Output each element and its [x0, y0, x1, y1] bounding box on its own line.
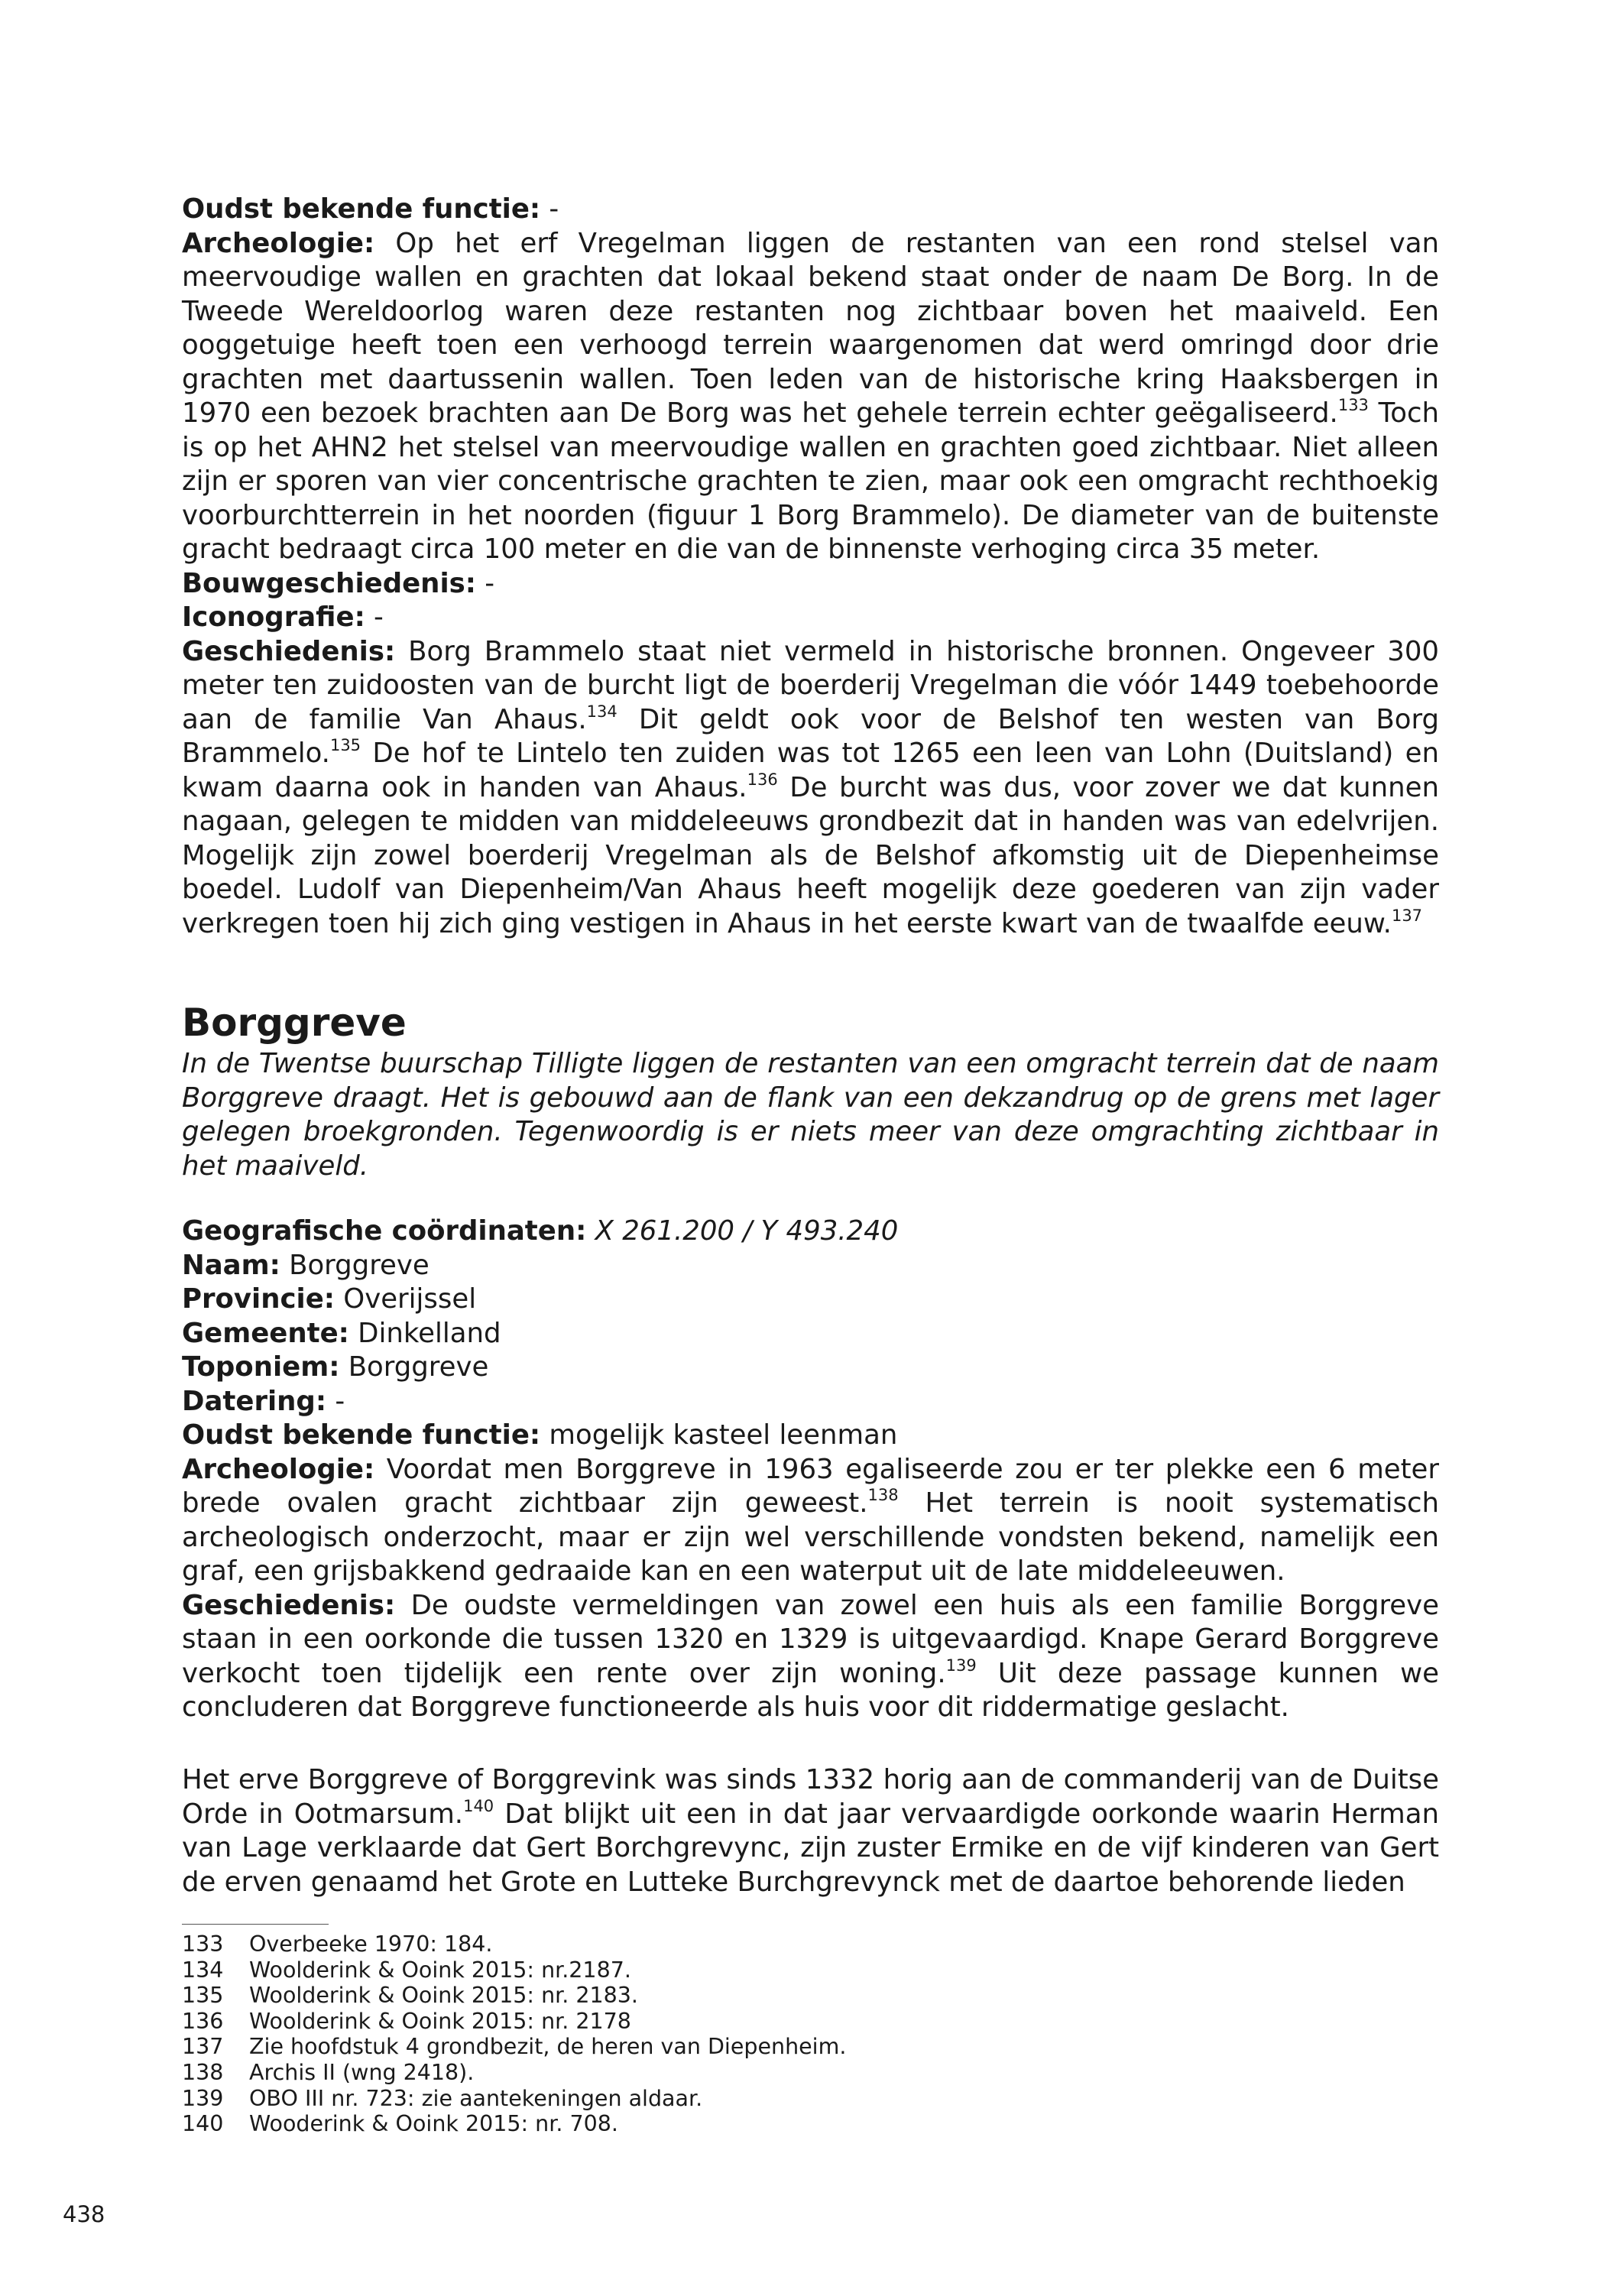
footnote-item: [182, 2009, 846, 2035]
footnote-divider: [182, 1924, 329, 1925]
section-title: Borggreve: [182, 1001, 407, 1045]
geschiedenis-paragraph: [182, 635, 1439, 942]
section-intro: In de Twentse buurschap Tilligte liggen de restanten van een omgracht terrein dat de naam Borggreve draagt. Het is gebouwd aan de flank van een dekzandrug op de grens met lager gelegen broekgronden. Tegenwoordig is er niets meer van deze omgrachting zichtbaar in het maaiveld.: [182, 1048, 1439, 1182]
archeologie-text-2a: Voordat men Borggreve in 1963 egaliseerde zou er ter plekke een 6 meter brede ovalen gracht zichtbaar zijn geweest.: [182, 1453, 1439, 1519]
archeologie-label: Archeologie:: [182, 227, 375, 259]
archeologie-paragraph-2: [182, 1453, 1439, 1589]
footnote-number: 136: [182, 2008, 224, 2034]
geo-value: X 261.200 / Y 493.240: [586, 1215, 899, 1247]
footnote-item: [182, 2111, 846, 2137]
footnote-ref[interactable]: 134: [586, 702, 618, 721]
toponiem-line: [182, 1351, 1439, 1385]
geo-label: Geografische coördinaten:: [182, 1215, 587, 1247]
oudst-label: Oudst bekende functie:: [182, 193, 541, 225]
footnote-ref[interactable]: 135: [329, 736, 361, 755]
geo-line: [182, 1215, 1439, 1249]
archeologie-label-2: Archeologie:: [182, 1453, 375, 1485]
iconografie-label: Iconografie:: [182, 602, 365, 633]
geschiedenis-text-c: De hof te Lintelo ten zuiden was tot 1265 een leen van Lohn (Duitsland) en kwam daarna ook in handen van Ahaus.: [182, 738, 1439, 803]
body-paragraph: [182, 1763, 1439, 1899]
footnote-text: Woolderink & Ooink 2015: nr. 2183.: [249, 1983, 638, 2009]
footnote-number: 137: [182, 2034, 224, 2060]
icon-line: [182, 601, 1439, 635]
footnote-item: [182, 1983, 846, 2009]
naam-value: Borggreve: [280, 1249, 430, 1281]
footnote-number: 140: [182, 2111, 224, 2137]
footnote-ref[interactable]: 138: [867, 1486, 899, 1505]
gemeente-label: Gemeente:: [182, 1317, 349, 1349]
toponiem-value: Borggreve: [339, 1351, 489, 1383]
oudst-functie-line: [182, 1419, 1439, 1453]
geschiedenis-text-d: De burcht was dus, voor zover we dat kunnen nagaan, gelegen te midden van middeleeuws grondbezit dat in handen was van edelvrijen. Mogelijk zijn zowel boerderij Vregelman als de Belshof afkomstig uit de Diepenheimse boedel. Ludolf van Diepenheim/Van Ahaus heeft mogelijk deze goederen van zijn vader verkregen toen hij zich ging vestigen in Ahaus in het eerste kwart van de twaalfde eeuw.: [182, 771, 1439, 939]
geschiedenis-paragraph-2: [182, 1589, 1439, 1725]
provincie-line: [182, 1283, 1439, 1317]
section-intro-block: [182, 1047, 1439, 1183]
footnote-number: 134: [182, 1957, 224, 1983]
footnote-text: Woolderink & Ooink 2015: nr.2187.: [249, 1957, 631, 1983]
archeologie-text-2b: Het terrein is nooit systematisch archeologisch onderzocht, maar er zijn wel verschillende vondsten bekend, namelijk een graf, een grijsbakkend gedraaide kan en een waterput uit de late middeleeuwen.: [182, 1487, 1439, 1587]
oudst-functie-label: Oudst bekende functie:: [182, 1419, 541, 1451]
body-text-a: Het erve Borggreve of Borggrevink was sinds 1332 horig aan de commanderij van de Duitse Orde in Ootmarsum.: [182, 1764, 1439, 1830]
gemeente-line: [182, 1317, 1439, 1351]
footnote-text: Woolderink & Ooink 2015: nr. 2178: [249, 2008, 631, 2034]
oudst-functie-value: mogelijk kasteel leenman: [540, 1419, 898, 1451]
borggreve-entry-block: [182, 1215, 1439, 1725]
footnote-number: 138: [182, 2059, 224, 2085]
page-number: 438: [63, 2201, 105, 2227]
toponiem-label: Toponiem:: [182, 1351, 340, 1383]
geschiedenis-text-2a: De oudste vermeldingen van zowel een huis als een familie Borggreve staan in een oorkonde die tussen 1320 en 1329 is uitgevaardigd. Knape Gerard Borggreve verkocht toen tijdelijk een rente over zijn woning.: [182, 1589, 1439, 1689]
geschiedenis-text-a: Borg Brammelo staat niet vermeld in historische bronnen. Ongeveer 300 meter ten zuidoosten van de burcht ligt de boerderij Vregelman die vóór 1449 toebehoorde aan de familie Van Ahaus.: [182, 635, 1439, 735]
provincie-label: Provincie:: [182, 1283, 335, 1315]
gemeente-value: Dinkelland: [348, 1317, 501, 1349]
footnote-ref[interactable]: 139: [945, 1656, 977, 1675]
footnote-text: Overbeeke 1970: 184.: [249, 1931, 493, 1957]
archeologie-text-a: Op het erf Vregelman liggen de restanten van een rond stelsel van meervoudige wallen en grachten dat lokaal bekend staat onder de naam De Borg. In de Tweede Wereldoorlog waren deze restanten nog zichtbaar boven het maaiveld. Een ooggetuige heeft toen een verhoogd terrein waargenomen dat werd omringd door drie grachten met daartussenin wallen. Toen leden van de historische kring Haaksbergen in 1970 een bezoek brachten aan De Borg was het gehele terrein echter geëgaliseerd.: [182, 227, 1439, 429]
provincie-value: Overijssel: [334, 1283, 477, 1315]
footnote-number: 139: [182, 2085, 224, 2111]
datering-value: -: [326, 1385, 345, 1417]
datering-line: [182, 1385, 1439, 1419]
naam-label: Naam:: [182, 1249, 280, 1281]
iconografie-value: -: [365, 602, 384, 633]
footnote-item: [182, 2060, 846, 2086]
footnote-item: [182, 1931, 846, 1957]
bouw-value: -: [475, 567, 495, 599]
body-text-b: Dat blijkt uit een in dat jaar vervaardigde oorkonde waarin Herman van Lage verklaarde dat Gert Borchgrevync, zijn zuster Ermike en de vijf kinderen van Gert de erven genaamd het Grote en Lutteke Burchgrevynck met de daartoe behorende lieden: [182, 1798, 1440, 1898]
footnote-number: 133: [182, 1931, 224, 1957]
datering-label: Datering:: [182, 1385, 327, 1417]
footnote-item: [182, 2034, 846, 2060]
footnote-text: Wooderink & Ooink 2015: nr. 708.: [249, 2111, 618, 2137]
footnote-number: 135: [182, 1983, 224, 2009]
geschiedenis-label: Geschiedenis:: [182, 635, 396, 667]
footnote-ref[interactable]: 140: [463, 1796, 494, 1815]
archeologie-paragraph: [182, 227, 1439, 567]
bouw-line: [182, 567, 1439, 602]
geschiedenis-text-b: Dit geldt ook voor de Belshof ten westen van Borg Brammelo.: [182, 703, 1439, 769]
footnote-item: [182, 2086, 846, 2112]
oudst-line: [182, 193, 1439, 227]
footnote-text: Zie hoofdstuk 4 grondbezit, de heren van Diepenheim.: [249, 2034, 847, 2060]
naam-line: [182, 1249, 1439, 1283]
oudst-value: -: [540, 193, 559, 225]
footnote-ref[interactable]: 136: [747, 770, 778, 789]
bouw-label: Bouwgeschiedenis:: [182, 567, 476, 599]
archeologie-text-b: Toch is op het AHN2 het stelsel van meervoudige wallen en grachten goed zichtbaar. Niet alleen zijn er sporen van vier concentrische grachten te zien, maar ook een omgracht rechthoekig voorburchtterrein in het noorden (figuur 1 Borg Brammelo). De diameter van de buitenste gracht bedraagt circa 100 meter en die van de binnenste verhoging circa 35 meter.: [182, 397, 1439, 565]
body-paragraph-block: [182, 1763, 1439, 1899]
top-entry-block: [182, 193, 1439, 941]
geschiedenis-text-2b: Uit deze passage kunnen we concluderen dat Borggreve functioneerde als huis voor dit riddermatige geslacht.: [182, 1657, 1439, 1723]
footnote-item: [182, 1957, 846, 1983]
footnote-ref[interactable]: 133: [1337, 396, 1369, 415]
footnotes: [182, 1931, 846, 2137]
section-heading-block: [182, 1000, 1439, 1046]
footnote-text: OBO III nr. 723: zie aantekeningen aldaar.: [249, 2085, 703, 2111]
footnote-text: Archis II (wng 2418).: [249, 2059, 475, 2085]
geschiedenis-label-2: Geschiedenis:: [182, 1589, 396, 1621]
footnote-ref[interactable]: 137: [1391, 906, 1423, 925]
